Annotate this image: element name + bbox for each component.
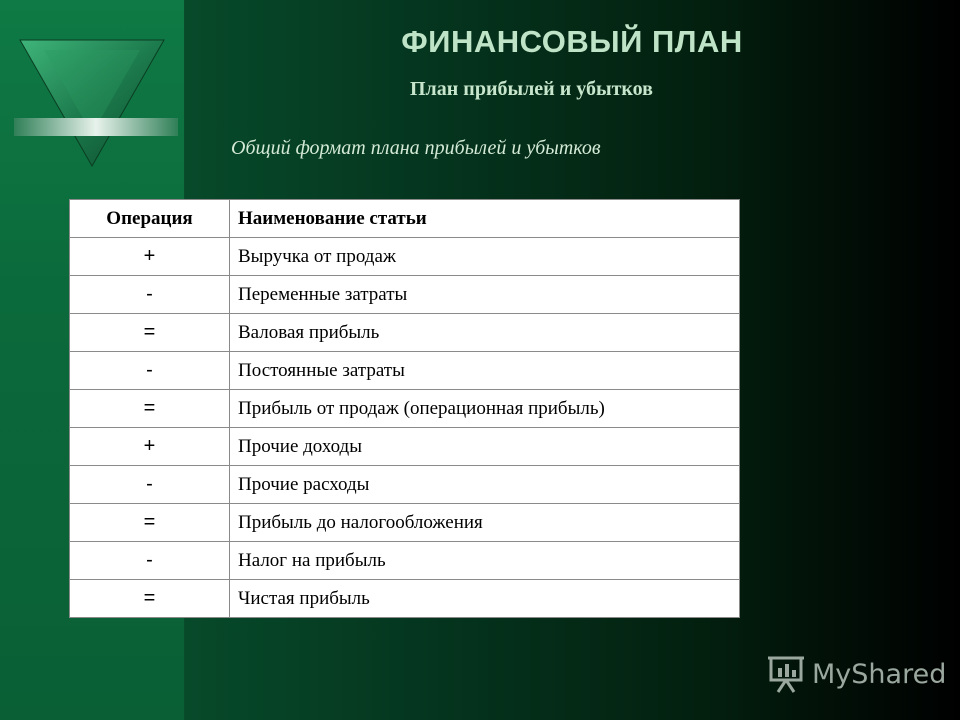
- table-row: [70, 428, 740, 466]
- table-row: [70, 504, 740, 542]
- row-operation: =: [70, 390, 230, 428]
- green-triangle-logo-icon: [14, 38, 178, 170]
- header-item-name: Наименование статьи: [230, 200, 740, 238]
- table-row: [70, 314, 740, 352]
- row-item-name: Прибыль до налогообложения: [230, 504, 740, 542]
- row-item-name: Прибыль от продаж (операционная прибыль): [230, 390, 740, 428]
- table-row: [70, 238, 740, 276]
- row-operation: =: [70, 314, 230, 352]
- slide-title: ФИНАНСОВЫЙ ПЛАН: [401, 24, 743, 59]
- row-item-name: Прочие доходы: [230, 428, 740, 466]
- profit-loss-table: [69, 199, 740, 618]
- row-item-name: Постоянные затраты: [230, 352, 740, 390]
- row-operation: =: [70, 504, 230, 542]
- row-operation: -: [70, 352, 230, 390]
- table-row: [70, 580, 740, 618]
- watermark-text: MyShared: [812, 658, 947, 690]
- table-row: [70, 276, 740, 314]
- row-item-name: Валовая прибыль: [230, 314, 740, 352]
- watermark-presentation-icon: [768, 655, 804, 693]
- table-header-row: [70, 200, 740, 238]
- watermark: [768, 652, 946, 696]
- table-row: [70, 466, 740, 504]
- table-row: [70, 352, 740, 390]
- header-operation: Операция: [70, 200, 230, 238]
- row-operation: -: [70, 466, 230, 504]
- row-item-name: Налог на прибыль: [230, 542, 740, 580]
- row-item-name: Чистая прибыль: [230, 580, 740, 618]
- row-item-name: Выручка от продаж: [230, 238, 740, 276]
- row-operation: -: [70, 276, 230, 314]
- row-operation: +: [70, 238, 230, 276]
- table-row: [70, 542, 740, 580]
- row-item-name: Переменные затраты: [230, 276, 740, 314]
- row-operation: -: [70, 542, 230, 580]
- table-caption: Общий формат плана прибылей и убытков: [231, 137, 601, 159]
- row-item-name: Прочие расходы: [230, 466, 740, 504]
- row-operation: =: [70, 580, 230, 618]
- table-row: [70, 390, 740, 428]
- slide-subtitle: План прибылей и убытков: [410, 78, 653, 100]
- row-operation: +: [70, 428, 230, 466]
